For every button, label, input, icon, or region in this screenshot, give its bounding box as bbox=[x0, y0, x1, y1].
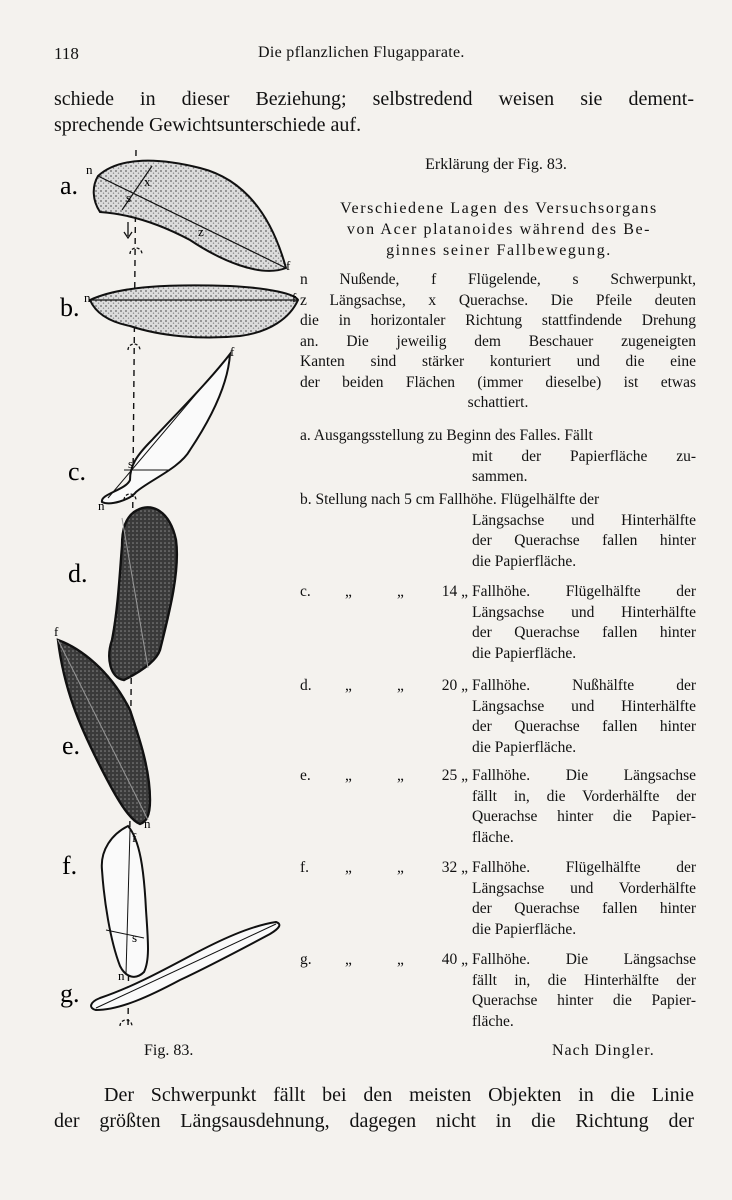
entry-b-line: der Querachse fallen hinter bbox=[472, 532, 696, 549]
point-label-n-a: n bbox=[86, 162, 93, 177]
stage-line: fläche. bbox=[472, 828, 514, 846]
entry-b-line: die Papierfläche. bbox=[472, 552, 577, 570]
legend-subtitle-line: Verschiedene Lagen des Versuchsorgans bbox=[340, 200, 658, 217]
entry-b-head: b. Stellung nach 5 cm Fallhöhe. Flügelhälfte der bbox=[300, 491, 600, 508]
point-label-s-c: s bbox=[128, 456, 134, 471]
fall-height: 40 „ bbox=[441, 951, 468, 968]
ditto-mark: „ bbox=[345, 583, 352, 600]
stage-line: Fallhöhe. Flügelhälfte der bbox=[472, 859, 696, 876]
stage-line: der Querachse fallen hinter bbox=[472, 624, 696, 641]
legend-entry-a bbox=[300, 426, 696, 488]
point-label-x-a: x bbox=[144, 174, 151, 189]
intro-line-1: schiede in dieser Beziehung; selbstredend weisen sie dement- bbox=[54, 88, 694, 110]
stage-text bbox=[472, 950, 696, 1032]
legend-body-line: der beiden Flächen (immer dieselbe) ist etwas bbox=[300, 373, 696, 391]
ditto-mark: „ bbox=[397, 767, 404, 784]
stage-line: Fallhöhe. Die Längsachse bbox=[472, 767, 696, 784]
stage-line: die Papierfläche. bbox=[472, 920, 577, 938]
legend-body-line: Kanten sind stärker konturiert und die eine bbox=[300, 353, 696, 370]
legend-title: Erklärung der Fig. 83. bbox=[425, 156, 567, 173]
stage-line: Längsachse und Hinterhälfte bbox=[472, 603, 696, 621]
stage-key: d. bbox=[300, 677, 312, 694]
legend-entry-g bbox=[300, 950, 696, 1034]
stage-line: fällt in, die Hinterhälfte der bbox=[472, 971, 696, 989]
page-number: 118 bbox=[54, 44, 79, 63]
entry-a-line: mit der Papierfläche zu- bbox=[472, 447, 696, 465]
figure-83-drawing bbox=[40, 150, 302, 1050]
legend-subtitle bbox=[300, 198, 698, 261]
point-label-f-b: f bbox=[292, 290, 297, 305]
legend-body bbox=[300, 270, 696, 414]
legend-body-line: an. Die jeweilig dem Beschauer zugeneigten bbox=[300, 332, 696, 350]
stage-line: die Papierfläche. bbox=[472, 738, 577, 756]
stage-c-organ bbox=[102, 354, 230, 503]
stage-line: Fallhöhe. Nußhälfte der bbox=[472, 677, 696, 694]
entry-b-line: Längsachse und Hinterhälfte bbox=[472, 511, 696, 529]
body-paragraph bbox=[54, 1082, 694, 1134]
stage-label-e: e. bbox=[62, 731, 81, 760]
legend-entry-f bbox=[300, 858, 696, 942]
fall-height: 25 „ bbox=[441, 767, 468, 784]
stage-line: Fallhöhe. Flügelhälfte der bbox=[472, 583, 696, 600]
ditto-mark: „ bbox=[397, 677, 404, 694]
fall-height: 20 „ bbox=[441, 677, 468, 694]
stage-label-c: c. bbox=[68, 457, 87, 486]
body-line-2: der größten Längsausdehnung, dagegen nicht in die Richtung der bbox=[54, 1110, 694, 1132]
stage-label-f: f. bbox=[62, 851, 78, 880]
stage-label-a: a. bbox=[60, 171, 79, 200]
ditto-mark: „ bbox=[345, 951, 352, 968]
stage-f-organ bbox=[102, 826, 148, 977]
stage-key: f. bbox=[300, 859, 310, 876]
point-label-n-c: n bbox=[98, 498, 105, 513]
ditto-mark: „ bbox=[345, 677, 352, 694]
legend-body-line: n Nußende, f Flügelende, s Schwerpunkt, bbox=[300, 271, 696, 288]
intro-line-2: sprechende Gewichtsunterschiede auf. bbox=[54, 114, 362, 136]
stage-line: Fallhöhe. Die Längsachse bbox=[472, 951, 696, 968]
point-label-z-a: z bbox=[198, 224, 204, 239]
legend-subtitle-line: ginnes seiner Fallbewegung. bbox=[386, 242, 612, 259]
legend-body-line: z Längsachse, x Querachse. Die Pfeile deuten bbox=[300, 291, 696, 309]
stage-line: fläche. bbox=[472, 1012, 514, 1030]
point-label-n-f: n bbox=[118, 968, 125, 983]
stage-line: fällt in, die Vorderhälfte der bbox=[472, 787, 696, 805]
fall-height: 32 „ bbox=[441, 859, 468, 876]
stage-b-organ bbox=[90, 285, 298, 350]
point-label-n-e: n bbox=[144, 816, 151, 831]
figure-caption: Fig. 83. bbox=[144, 1042, 194, 1059]
point-label-f-f: f bbox=[132, 830, 137, 845]
stage-line: Längsachse und Hinterhälfte bbox=[472, 697, 696, 715]
stage-label-g: g. bbox=[60, 979, 80, 1008]
ditto-mark: „ bbox=[345, 767, 352, 784]
legend-body-line: schattiert. bbox=[467, 394, 529, 411]
point-label-f-c: f bbox=[230, 344, 235, 359]
point-label-s-f: s bbox=[132, 930, 138, 945]
ditto-mark: „ bbox=[397, 583, 404, 600]
stage-text bbox=[472, 858, 696, 940]
body-line-1: Der Schwerpunkt fällt bei den meisten Objekten in die Linie bbox=[104, 1084, 694, 1106]
fall-height: 14 „ bbox=[441, 583, 468, 600]
legend-entry-b bbox=[300, 490, 696, 572]
stage-line: die Papierfläche. bbox=[472, 644, 577, 662]
ditto-mark: „ bbox=[345, 859, 352, 876]
stage-key: g. bbox=[300, 951, 312, 968]
stage-key: e. bbox=[300, 767, 311, 784]
entry-a-line: sammen. bbox=[472, 468, 528, 485]
point-label-n-b: n bbox=[84, 290, 91, 305]
intro-paragraph bbox=[54, 86, 694, 138]
ditto-mark: „ bbox=[397, 951, 404, 968]
point-label-s-a: s bbox=[126, 190, 132, 205]
legend-entry-d bbox=[300, 676, 696, 760]
stage-label-b: b. bbox=[60, 293, 80, 322]
stage-line: der Querachse fallen hinter bbox=[472, 718, 696, 735]
stage-d-organ bbox=[109, 507, 177, 680]
legend-entry-e bbox=[300, 766, 696, 850]
point-label-f-a: f bbox=[286, 258, 291, 273]
running-title: Die pflanzlichen Flugapparate. bbox=[258, 44, 465, 61]
stage-text bbox=[472, 582, 696, 664]
point-label-f-e: f bbox=[54, 624, 59, 639]
stage-line: der Querachse fallen hinter bbox=[472, 900, 696, 917]
stage-a-organ bbox=[94, 161, 286, 271]
entry-a-head: a. Ausgangsstellung zu Beginn des Falles. Fällt bbox=[300, 427, 593, 444]
stage-label-d: d. bbox=[68, 559, 88, 588]
stage-text bbox=[472, 766, 696, 848]
ditto-mark: „ bbox=[397, 859, 404, 876]
stage-key: c. bbox=[300, 583, 311, 600]
stage-text bbox=[472, 676, 696, 758]
legend-subtitle-line: von Acer platanoides während des Be- bbox=[346, 221, 652, 238]
stage-line: Längsachse und Vorderhälfte bbox=[472, 879, 696, 897]
legend-body-line: die in horizontaler Richtung stattfindende Drehung bbox=[300, 312, 696, 329]
legend-entry-c bbox=[300, 582, 696, 666]
stage-line: Querachse hinter die Papier- bbox=[472, 808, 696, 825]
figure-credit: Nach Dingler. bbox=[552, 1042, 655, 1059]
stage-line: Querachse hinter die Papier- bbox=[472, 992, 696, 1009]
